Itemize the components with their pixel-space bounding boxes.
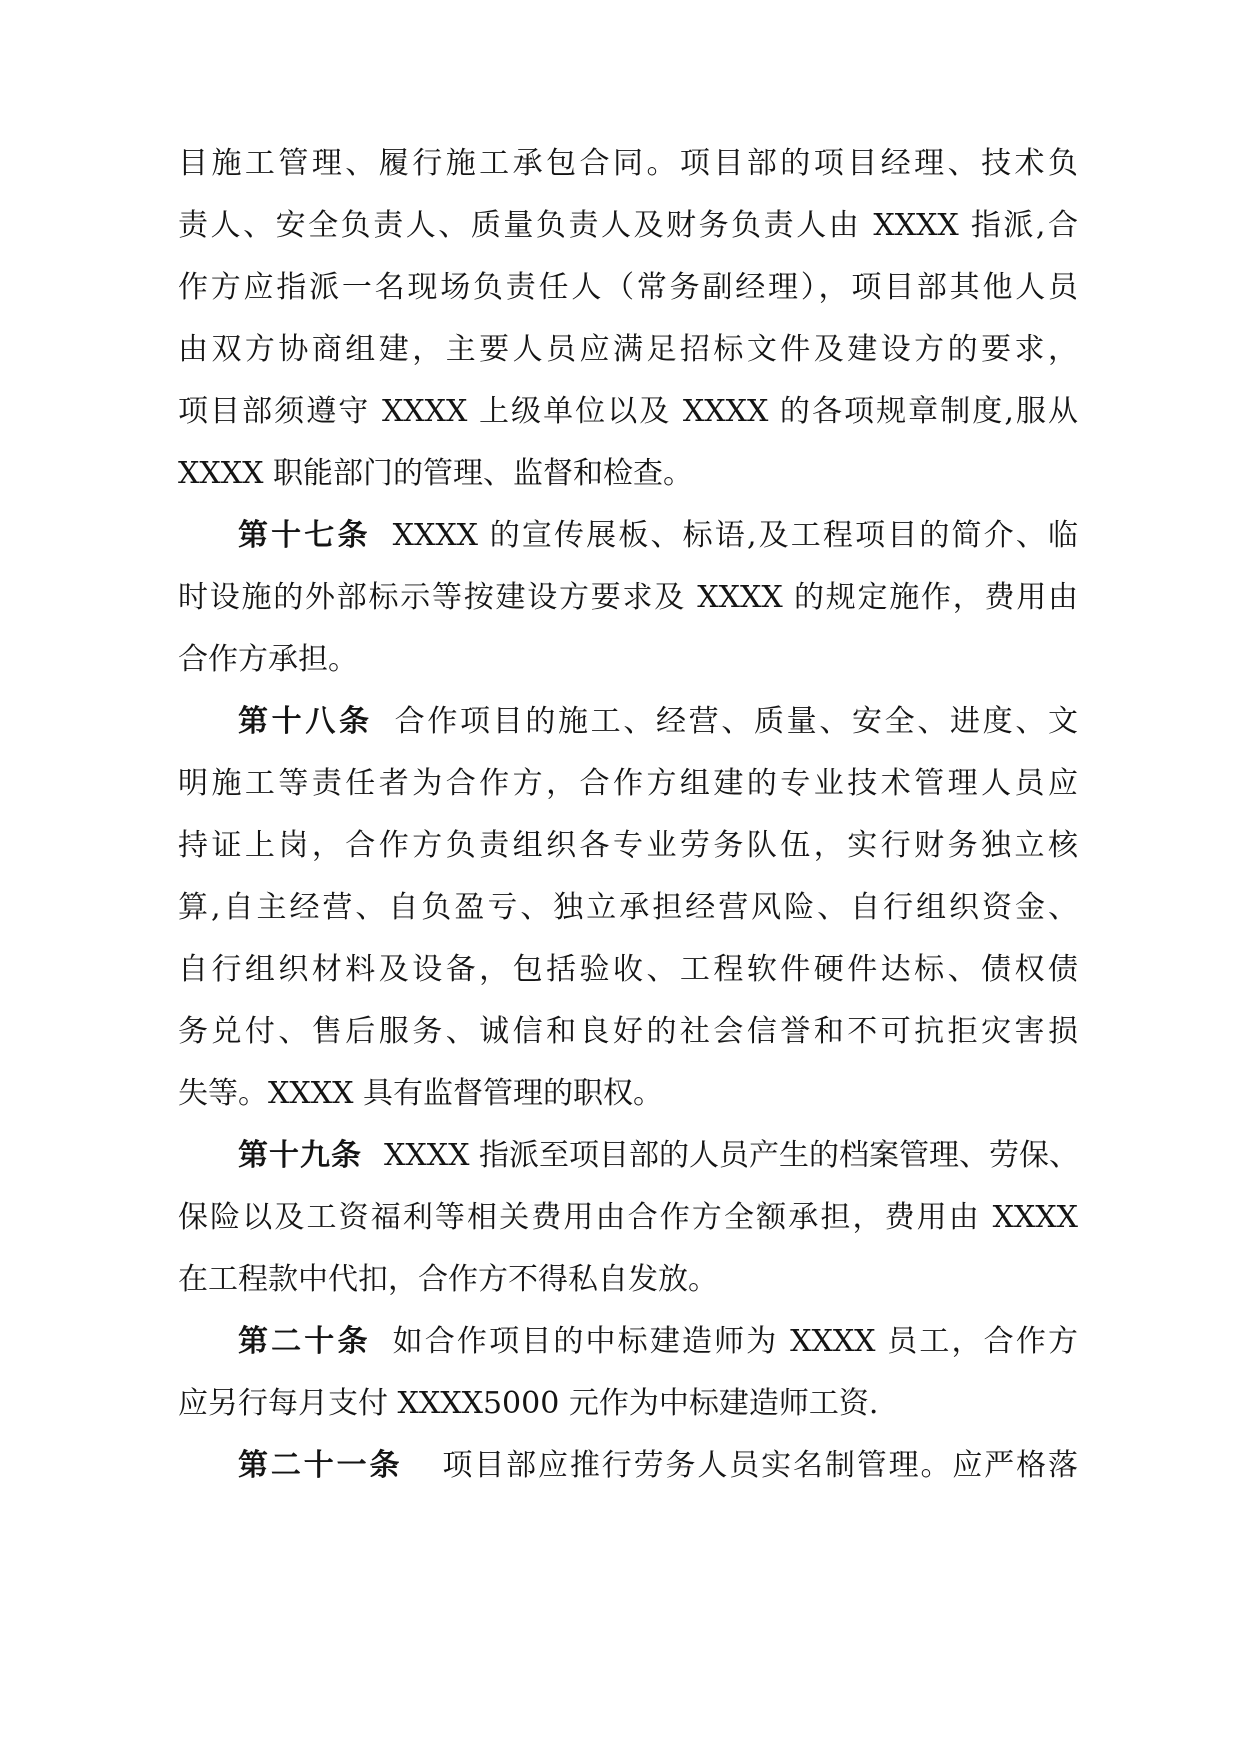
article-number: 第十七条	[238, 518, 371, 553]
article-number: 第二十条	[238, 1324, 371, 1359]
text-segment: 如合作项目的中标建造师为 XXXX 员工，合作方	[392, 1324, 1078, 1359]
text-line: XXXX 职能部门的管理、监督和检查。	[178, 456, 693, 491]
text-line: 应另行每月支付 XXXX5000 元作为中标建造师工资.	[178, 1386, 879, 1421]
text-line: 持证上岗，合作方负责组织各专业劳务队伍，实行财务独立核	[178, 828, 1078, 863]
text-line: 项目部须遵守 XXXX 上级单位以及 XXXX 的各项规章制度,服从	[178, 394, 1078, 429]
text-line: 由双方协商组建，主要人员应满足招标文件及建设方的要求，	[178, 332, 1078, 367]
text-line: 合作方承担。	[178, 642, 358, 677]
text-line: 作方应指派一名现场负责任人（常务副经理），项目部其他人员	[178, 270, 1078, 305]
text-line: 明施工等责任者为合作方，合作方组建的专业技术管理人员应	[178, 766, 1078, 801]
text-line: 保险以及工资福利等相关费用由合作方全额承担，费用由 XXXX	[178, 1200, 1078, 1235]
article-number: 第十八条	[238, 704, 373, 739]
text-segment: 合作项目的施工、经营、质量、安全、进度、文	[394, 704, 1079, 739]
text-line: 失等。XXXX 具有监督管理的职权。	[178, 1076, 663, 1111]
text-line: 在工程款中代扣，合作方不得私自发放。	[178, 1262, 718, 1297]
text-line: 时设施的外部标示等按建设方要求及 XXXX 的规定施作，费用由	[178, 580, 1078, 615]
article-19-first-line	[238, 1123, 1078, 1189]
text-segment: XXXX 的宣传展板、标语,及工程项目的简介、临	[392, 518, 1078, 553]
article-number: 第十九条	[238, 1138, 362, 1173]
text-line: 务兑付、售后服务、诚信和良好的社会信誉和不可抗拒灾害损	[178, 1014, 1078, 1049]
text-segment: XXXX 指派至项目部的人员产生的档案管理、劳保、	[384, 1138, 1079, 1173]
text-segment: 项目部应推行劳务人员实名制管理。应严格落	[442, 1448, 1078, 1483]
text-line: 算,自主经营、自负盈亏、独立承担经营风险、自行组织资金、	[178, 890, 1078, 925]
article-17-first-line	[238, 503, 1078, 569]
text-line: 自行组织材料及设备，包括验收、工程软件硬件达标、债权债	[178, 952, 1078, 987]
article-21-first-line	[238, 1433, 1078, 1499]
article-number: 第二十一条	[238, 1448, 403, 1483]
text-line: 目施工管理、履行施工承包合同。项目部的项目经理、技术负	[178, 146, 1078, 181]
article-18-first-line	[238, 689, 1078, 755]
article-20-first-line	[238, 1309, 1078, 1375]
text-line: 责人、安全负责人、质量负责人及财务负责人由 XXXX 指派,合	[178, 208, 1078, 243]
